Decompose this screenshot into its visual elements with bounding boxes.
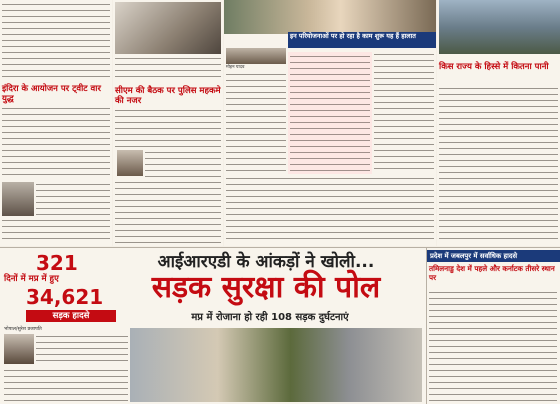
portrait-photo-3 (226, 48, 286, 64)
banner-projects: इन परियोजनाओं पर हो रहा है काम शुरू यह हैं हालात (288, 32, 436, 48)
column-2 (113, 0, 223, 246)
portrait-photo-2 (117, 150, 143, 176)
stat-accidents-value: 34,621 (26, 285, 104, 309)
main-story (0, 248, 426, 404)
accident-photo (130, 328, 422, 402)
reporter-photo (4, 334, 34, 364)
column-1 (0, 0, 112, 246)
headline: सड़क सुरक्षा की पोल (151, 270, 381, 305)
subhead: मप्र में रोजाना हो रही 108 सड़क दुर्घटनाएं (191, 312, 349, 323)
photo-river (439, 0, 560, 54)
column-3 (224, 0, 436, 246)
photo-officials (115, 2, 221, 54)
photo-cm (224, 0, 436, 34)
vertical-divider (426, 248, 427, 404)
headline-water: किस राज्य के हिस्से में कितना पानी (439, 62, 549, 72)
photo-caption: मोहन यादव (226, 65, 245, 70)
headline-tweet-war: इंदिरा के आयोजन पर ट्वीट वार युद्ध (2, 84, 101, 104)
sidebar-headline: तमिलनाडु देश में पहले और कर्नाटक तीसरे स्थान पर (429, 264, 555, 282)
headline-cm-meeting: सीएम की बैठक पर पुलिस महकमे की नजर (115, 86, 221, 106)
stat-days-label: दिनों में मप्र में हुए (4, 274, 59, 284)
sidebar (427, 248, 560, 404)
stat-days-value: 321 (36, 251, 78, 275)
portrait-photo (2, 182, 34, 216)
column-4 (437, 0, 560, 246)
kicker: आईआरएडी के आंकड़ों ने खोली... (157, 252, 375, 272)
byline: भोपाल/सुरेश प्रजापति (4, 327, 42, 332)
stat-accidents-label: सड़क हादसे (26, 310, 116, 322)
sidebar-banner: प्रदेश में जबलपुर में सर्वाधिक हादसे (427, 250, 560, 262)
